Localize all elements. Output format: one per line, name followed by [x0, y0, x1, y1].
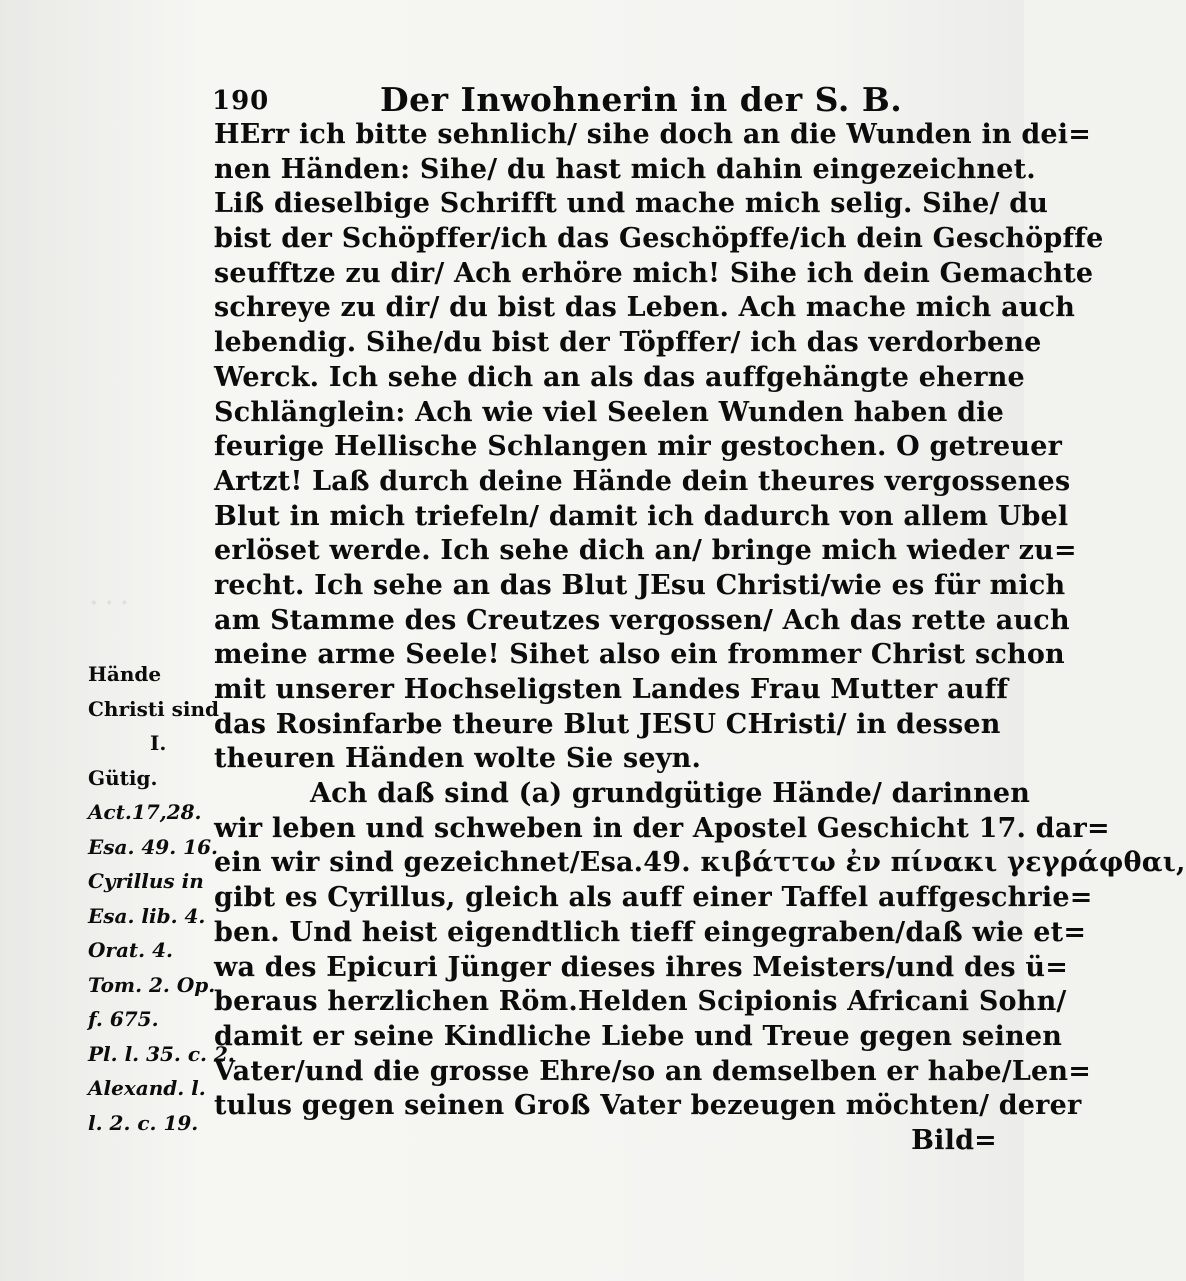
- margin-note: Act.17,28.: [88, 800, 202, 824]
- text-line: beraus herzlichen Röm.Helden Scipionis Africani Sohn/: [214, 986, 1067, 1018]
- text-line: lebendig. Sihe/du bist der Töpffer/ ich das verdorbene: [214, 327, 1042, 359]
- margin-note: Cyrillus in: [88, 869, 204, 893]
- text-line: tulus gegen seinen Groß Vater bezeugen möchten/ derer: [214, 1090, 1082, 1122]
- text-line: bist der Schöpffer/ich das Geschöpffe/ich dein Geschöpffe: [214, 223, 1104, 255]
- text-line: recht. Ich sehe an das Blut JEsu Christi/wie es für mich: [214, 569, 1066, 601]
- text-line: feurige Hellische Schlangen mir gestochen. O getreuer: [214, 431, 1063, 463]
- margin-note: I.: [150, 731, 167, 755]
- text-line: nen Händen: Sihe/ du hast mich dahin eingezeichnet.: [214, 153, 1036, 185]
- text-line: seufftze zu dir/ Ach erhöre mich! Sihe ich dein Gemachte: [214, 257, 1094, 289]
- text-line: wir leben und schweben in der Apostel Geschicht 17. dar=: [214, 812, 1110, 844]
- text-line: meine arme Seele! Sihet also ein frommer Christ schon: [214, 639, 1065, 671]
- text-line: Schlänglein: Ach wie viel Seelen Wunden haben die: [214, 396, 1005, 428]
- margin-note: Tom. 2. Op.: [88, 972, 216, 997]
- margin-note: Hände: [88, 662, 162, 686]
- text-line: erlöset werde. Ich sehe dich an/ bringe mich wieder zu=: [214, 535, 1077, 567]
- margin-note: Orat. 4.: [88, 938, 173, 962]
- margin-note: Esa. lib. 4.: [88, 903, 206, 928]
- running-title: Der Inwohnerin in der S. B.: [380, 80, 903, 119]
- margin-note: l. 2. c. 19.: [88, 1110, 199, 1135]
- text-line: ben. Und heist eigendtlich tieff eingegraben/daß wie et=: [214, 916, 1087, 948]
- margin-note: Pl. l. 35. c. 2.: [88, 1041, 235, 1066]
- margin-note: Alexand. l.: [88, 1076, 206, 1100]
- text-line: wa des Epicuri Jünger dieses ihres Meisters/und des ü=: [214, 951, 1069, 983]
- margin-note: Esa. 49. 16.: [88, 834, 218, 859]
- bleed-through-text: · · ·: [90, 590, 129, 616]
- text-line: Vater/und die grosse Ehre/so an demselben er habe/Len=: [214, 1055, 1092, 1087]
- text-line: gibt es Cyrillus, gleich als auff einer Taffel auffgeschrie=: [214, 882, 1093, 914]
- text-line: HErr ich bitte sehnlich/ sihe doch an die Wunden in dei=: [214, 119, 1092, 150]
- text-line: das Rosinfarbe theure Blut JESU CHristi/ in dessen: [214, 708, 1001, 740]
- text-line: theuren Händen wolte Sie seyn.: [214, 743, 702, 775]
- margin-note: Gütig.: [88, 765, 158, 790]
- text-line: ein wir sind gezeichnet/Esa.49. κιβάττω ἐν πίνακι γεγράφθαι,: [214, 847, 1186, 879]
- text-line: Blut in mich triefeln/ damit ich dadurch von allem Ubel: [214, 500, 1069, 532]
- paragraph-start-line: Ach daß sind (a) grundgütige Hände/ darinnen: [310, 778, 1031, 810]
- margin-notes: [88, 657, 238, 1140]
- margin-note: Christi sind: [88, 696, 220, 721]
- text-line: am Stamme des Creutzes vergossen/ Ach das rette auch: [214, 604, 1070, 636]
- text-line: damit er seine Kindliche Liebe und Treue gegen seinen: [214, 1020, 1063, 1052]
- catchword: Bild=: [911, 1124, 997, 1156]
- text-line: Liß dieselbige Schrifft und mache mich selig. Sihe/ du: [214, 188, 1049, 220]
- text-line: Artzt! Laß durch deine Hände dein theures vergossenes: [214, 465, 1071, 497]
- body-text: [214, 118, 1186, 1159]
- text-line: Werck. Ich sehe dich an als das auffgehängte eherne: [214, 361, 1025, 393]
- page-number: 190: [212, 86, 270, 116]
- margin-note: f. 675.: [88, 1007, 159, 1031]
- text-line: mit unserer Hochseligsten Landes Frau Mutter auff: [214, 674, 1009, 705]
- text-line: schreye zu dir/ du bist das Leben. Ach mache mich auch: [214, 292, 1076, 324]
